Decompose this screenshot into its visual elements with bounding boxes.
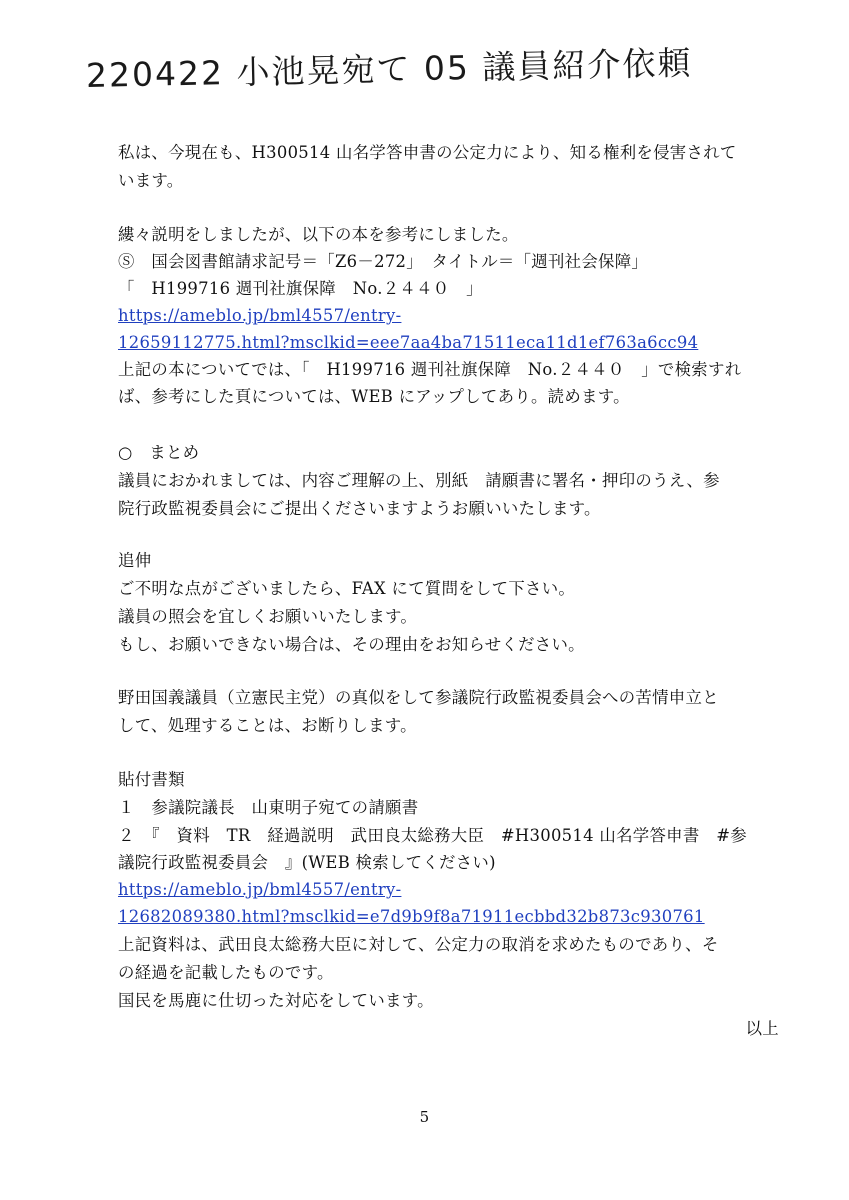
postscript-line2: 議員の照会を宜しくお願いいたします。 (118, 607, 418, 626)
paragraph3-line2: して、処理することは、お断りします。 (118, 716, 417, 735)
reference-link-2a[interactable]: https://ameblo.jp/bml4557/entry- (118, 880, 402, 899)
postscript-line3: もし、お願いできない場合は、その理由をお知らせください。 (118, 635, 585, 654)
paragraph2-line5: ば、参考にした頁については、WEB にアップしてあり。読めます。 (118, 387, 630, 406)
attachment-item1: １ 参議院議長 山東明子宛ての請願書 (118, 798, 419, 817)
paragraph1-line1: 私は、今現在も、H300514 山名学答申書の公定力により、知る権利を侵害されて (118, 143, 737, 162)
attachment-item2-line2: 議院行政監視委員会 』(WEB 検索してください) (118, 853, 496, 872)
attachments-line3: 上記資料は、武田良太総務大臣に対して、公定力の取消を求めたものであり、そ (118, 935, 719, 954)
postscript-line1: ご不明な点がございましたら、FAX にて質問をして下さい。 (118, 579, 576, 598)
paragraph2-line3: 「 H199716 週刊社旗保障 No.２４４０ 」 (118, 279, 483, 298)
paragraph2-line4: 上記の本についてでは、「 H199716 週刊社旗保障 No.２４４０ 」で検索すれ (118, 360, 742, 379)
reference-link-1a[interactable]: https://ameblo.jp/bml4557/entry- (118, 306, 402, 325)
paragraph2-line2: Ⓢ 国会図書館請求記号＝「Z6－272」 タイトル＝「週刊社会保障」 (118, 252, 649, 271)
reference-link-2b[interactable]: 12682089380.html?msclkid=e7d9b9f8a71911ecbbd32b873c930761 (118, 907, 705, 926)
summary-line2: 院行政監視委員会にご提出くださいますようお願いいたします。 (118, 499, 601, 518)
attachment-item2-line1: ２ 『 資料 TR 経過説明 武田良太総務大臣 #H300514 山名学答申書 #参 (118, 826, 747, 845)
attachments-line4: の経過を記載したものです。 (118, 963, 334, 982)
handwritten-title: 220422 小池晃宛て 05 議員紹介依頼 (85, 43, 693, 95)
attachments-line5: 国民を馬鹿に仕切った対応をしています。 (118, 991, 434, 1010)
paragraph1-line2: います。 (118, 171, 184, 190)
paragraph3-line1: 野田国義議員（立憲民主党）の真似をして参議院行政監視委員会への苦情申立と (118, 688, 719, 707)
attachments-heading: 貼付書類 (118, 770, 185, 789)
paragraph2-line1: 縷々説明をしましたが、以下の本を参考にしました。 (118, 225, 519, 244)
closing-text: 以上 (745, 1019, 779, 1038)
summary-heading: ○ まとめ (118, 443, 200, 462)
reference-link-1b[interactable]: 12659112775.html?msclkid=eee7aa4ba71511eca11d1ef763a6cc94 (118, 333, 699, 352)
postscript-heading: 追伸 (118, 551, 152, 570)
summary-line1: 議員におかれましては、内容ご理解の上、別紙 請願書に署名・押印のうえ、参 (118, 471, 720, 490)
page-number: 5 (419, 1108, 430, 1126)
